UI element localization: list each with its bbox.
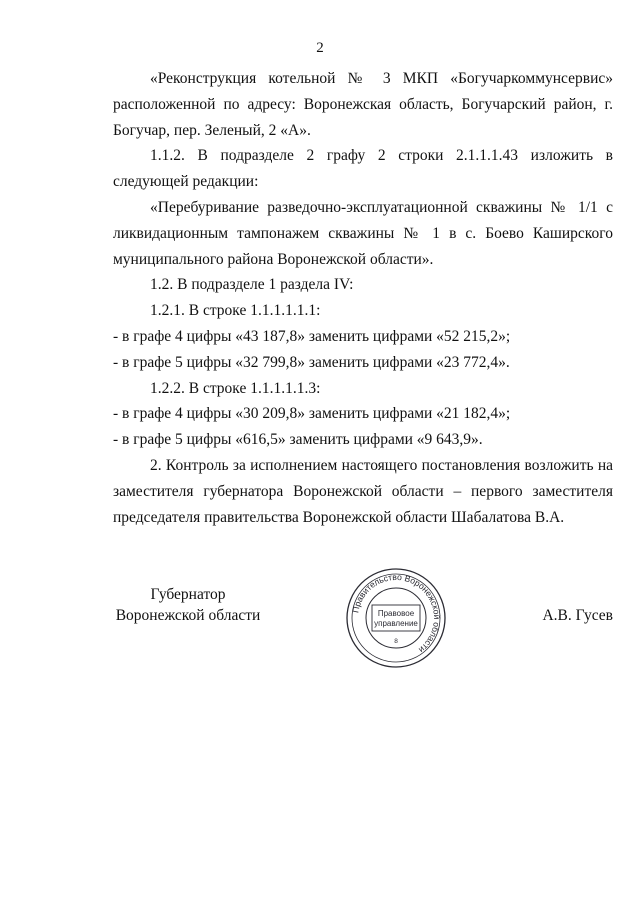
page-number: 2	[316, 40, 324, 56]
stamp-ring-text: Правительство Воронежской области	[350, 571, 443, 656]
stamp-inner-line: управление	[374, 619, 418, 628]
paragraph: 1.2. В подразделе 1 раздела IV:	[150, 276, 354, 294]
signatory-name: А.В. Гусев	[542, 607, 613, 624]
document-body	[113, 66, 613, 530]
paragraph: «Перебуривание разведочно-эксплуатационной скважины № 1/1 с ликвидационным тампонажем скважины № 1 в с. Боево Каширского муниципального района Воронежской области».	[113, 198, 613, 268]
paragraph: - в графе 4 цифры «43 187,8» заменить цифрами «52 215,2»;	[113, 327, 511, 345]
paragraph: 1.1.2. В подразделе 2 графу 2 строки 2.1.1.1.43 изложить в следующей редакции:	[113, 147, 613, 191]
signatory-title-line: Воронежской области	[115, 607, 261, 624]
paragraph: - в графе 5 цифры «32 799,8» заменить цифрами «23 772,4».	[113, 353, 510, 371]
paragraph: 1.2.2. В строке 1.1.1.1.1.3:	[150, 379, 321, 397]
stamp-number: 8	[394, 638, 398, 645]
paragraph: - в графе 5 цифры «616,5» заменить цифрами «9 643,9».	[113, 431, 483, 449]
official-stamp	[344, 566, 448, 670]
paragraph: 2. Контроль за исполнением настоящего постановления возложить на заместителя губернатора Воронежской области – первого заместителя председателя правительства Воронежской области Шабалатова В.А.	[113, 456, 613, 526]
paragraph: «Реконструкция котельной № 3 МКП «Богучаркоммунсервис» расположенной по адресу: Воронежская область, Богучарский район, г. Богучар, пер. Зеленый, 2 «А».	[113, 70, 613, 139]
stamp-outer-ring	[347, 569, 445, 667]
signatory-title	[113, 584, 263, 626]
signature-block	[0, 571, 640, 674]
paragraph: 1.2.1. В строке 1.1.1.1.1.1:	[150, 302, 321, 320]
paragraph: - в графе 4 цифры «30 209,8» заменить цифрами «21 182,4»;	[113, 405, 511, 423]
stamp-inner-line: Правовое	[377, 609, 415, 618]
signatory-title-line: Губернатор	[150, 586, 226, 603]
